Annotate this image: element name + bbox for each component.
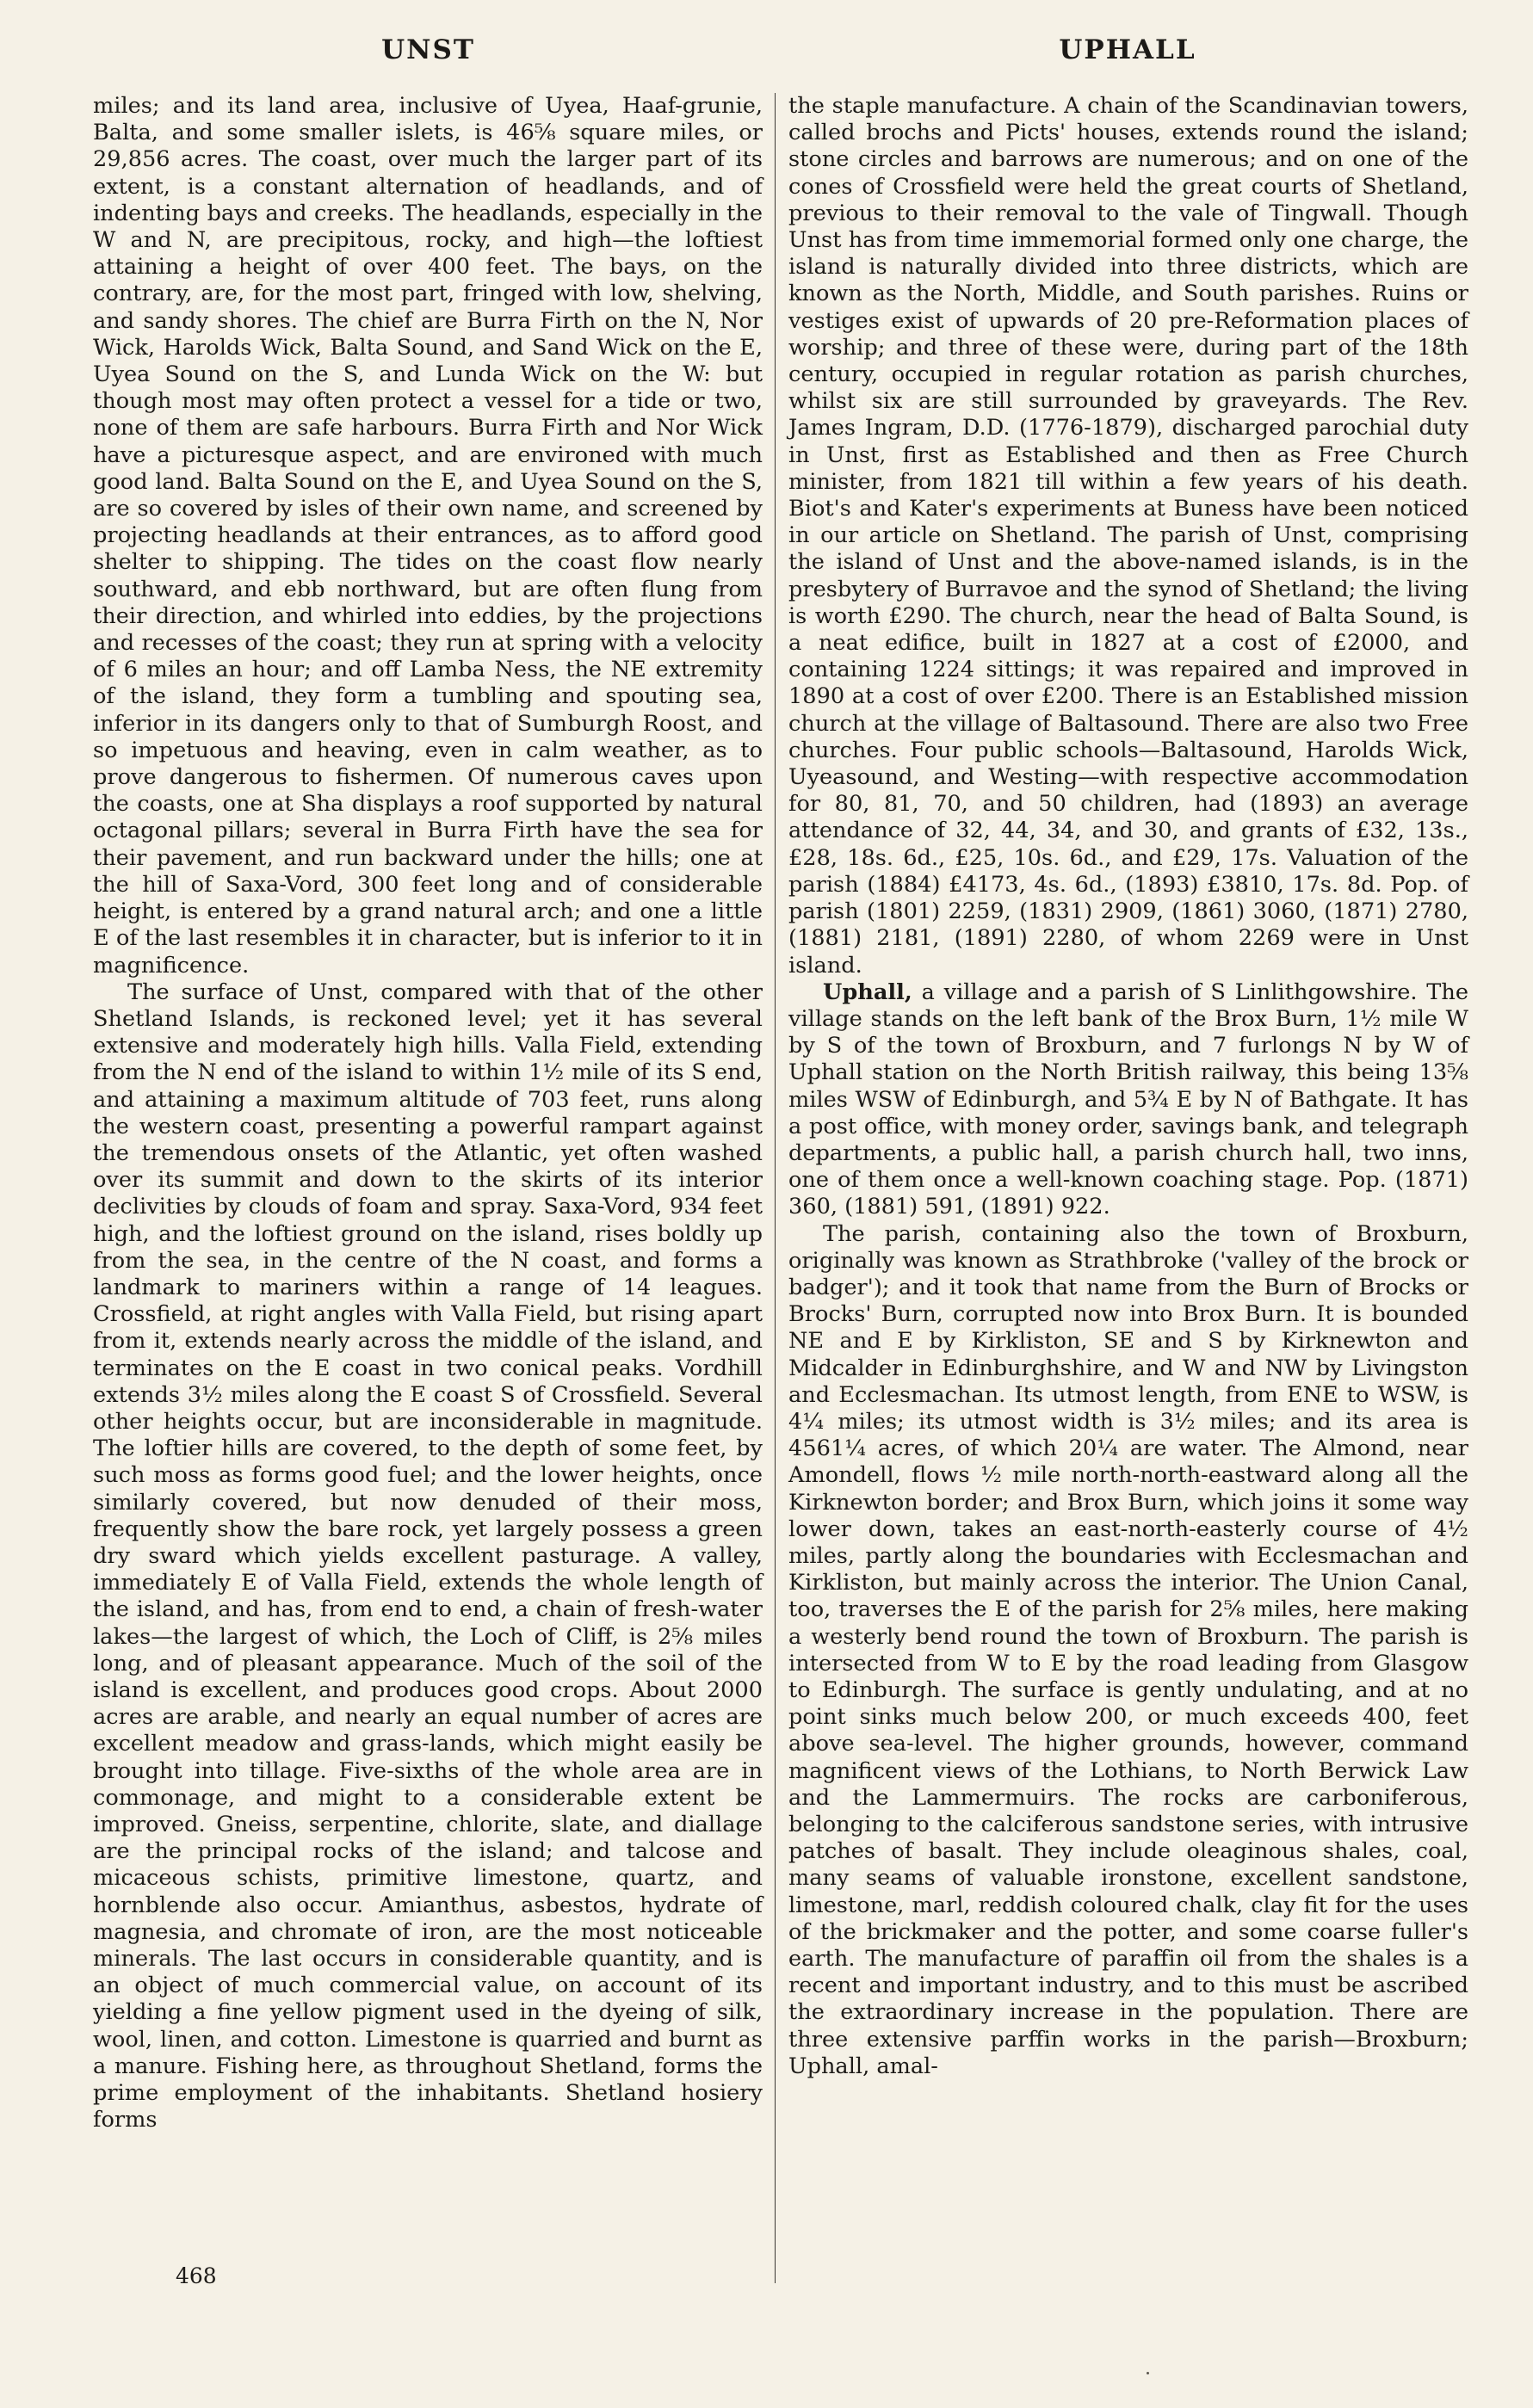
entry-headword: Uphall,	[823, 979, 912, 1005]
paragraph-uphall-parish: The parish, containing also the town of Broxburn, originally was known as Strathbroke ('valley of the brock or badger'); and it took that name from the Burn of Brocks or Brocks' Burn, corrupted now into Brox Burn. It is bounded NE and E by Kirkliston, SE and S by Kirknewton and Midcalder in Edinburghshire, and W and NW by Livingston and Ecclesmachan. Its utmost length, from ENE to WSW, is 4¼ miles; its utmost width is 3½ miles; and its area is 4561¼ acres, of which 20¼ are water. The Almond, near Amondell, flows ½ mile north-north-eastward along all the Kirknewton border; and Brox Burn, which joins it some way lower down, takes an east-north-easterly course of 4½ miles, partly along the boundaries with Ecclesmachan and Kirkliston, but mainly across the interior. The Union Canal, too, traverses the E of the parish for 2⅝ miles, here making a westerly bend round the town of Broxburn. The parish is intersected from W to E by the road leading from Glasgow to Edinburgh. The surface is gently undulating, and at no point sinks much below 200, or much exceeds 400, feet above sea-level. The higher grounds, however, command magnificent views of the Lothians, to North Berwick Law and the Lammermuirs. The rocks are carboniferous, belonging to the calciferous sandstone series, with intrusive patches of basalt. They include oleaginous shales, coal, many seams of valuable ironstone, excellent sandstone, limestone, marl, reddish coloured chalk, clay fit for the uses of the brickmaker and the potter, and some coarse fuller's earth. The manufacture of paraffin oil from the shales is a recent and important industry, and to this must be ascribed the extraordinary increase in the population. There are three extensive parffin works in the parish—Broxburn; Uphall, amal-	[788, 1220, 1468, 2079]
running-head-right: UPHALL	[1059, 34, 1196, 65]
paragraph-unst-surface: The surface of Unst, compared with that of the other Shetland Islands, is reckoned level; yet it has several extensive and moderately high hills. Valla Field, extending from the N end of the island to within 1½ mile of its S end, and attaining a maximum altitude of 703 feet, runs along the western coast, presenting a powerful rampart against the tremendous onsets of the Atlantic, yet often washed over its summit and down to the skirts of its interior declivities by clouds of foam and spray. Saxa-Vord, 934 feet high, and the loftiest ground on the island, rises boldly up from the sea, in the centre of the N coast, and forms a landmark to mariners within a range of 14 leagues. Crossfield, at right angles with Valla Field, but rising apart from it, extends nearly across the middle of the island, and terminates on the E coast in two conical peaks. Vordhill extends 3½ miles along the E coast S of Crossfield. Several other heights occur, but are inconsiderable in magnitude. The loftier hills are covered, to the depth of some feet, by such moss as forms good fuel; and the lower heights, once similarly covered, but now denuded of their moss, frequently show the bare rock, yet largely possess a green dry sward which yields excellent pasturage. A valley, immediately E of Valla Field, extends the whole length of the island, and has, from end to end, a chain of fresh-water lakes—the largest of which, the Loch of Cliff, is 2⅝ miles long, and of pleasant appearance. Much of the soil of the island is excellent, and produces good crops. About 2000 acres are arable, and nearly an equal number of acres are excellent meadow and grass-lands, which might easily be brought into tillage. Five-sixths of the whole area are in commonage, and might to a considerable extent be improved. Gneiss, serpentine, chlorite, slate, and diallage are the principal rocks of the island; and talcose and micaceous schists, primitive limestone, quartz, and hornblende also occur. Amianthus, asbestos, hydrate of magnesia, and chromate of iron, are the most noticeable minerals. The last occurs in considerable quantity, and is an object of much commercial value, on account of its yielding a fine yellow pigment used in the dyeing of silk, wool, linen, and cotton. Limestone is quarried and burnt as a manure. Fishing here, as throughout Shetland, forms the prime employment of the inhabitants. Shetland hosiery forms	[93, 979, 763, 2133]
column-rule	[775, 93, 776, 2283]
paragraph-unst-coast: miles; and its land area, inclusive of Uyea, Haaf-grunie, Balta, and some smaller islets, is 46⅝ square miles, or 29,856 acres. The coast, over much the larger part of its extent, is a constant alternation of headlands, and of indenting bays and creeks. The headlands, especially in the W and N, are precipitous, rocky, and high—the loftiest attaining a height of over 400 feet. The bays, on the contrary, are, for the most part, fringed with low, shelving, and sandy shores. The chief are Burra Firth on the N, Nor Wick, Harolds Wick, Balta Sound, and Sand Wick on the E, Uyea Sound on the S, and Lunda Wick on the W: but though most may often protect a vessel for a tide or two, none of them are safe harbours. Burra Firth and Nor Wick have a picturesque aspect, and are environed with much good land. Balta Sound on the E, and Uyea Sound on the S, are so covered by isles of their own name, and screened by projecting headlands at their entrances, as to afford good shelter to shipping. The tides on the coast flow nearly southward, and ebb northward, but are often flung from their direction, and whirled into eddies, by the projections and recesses of the coast; they run at spring with a velocity of 6 miles an hour; and off Lamba Ness, the NE extremity of the island, they form a tumbling and spouting sea, inferior in its dangers only to that of Sumburgh Roost, and so impetuous and heaving, even in calm weather, as to prove dangerous to fishermen. Of numerous caves upon the coasts, one at Sha displays a roof supported by natural octagonal pillars; several in Burra Firth have the sea for their pavement, and run backward under the hills; one at the hill of Saxa-Vord, 300 feet long and of considerable height, is entered by a grand natural arch; and one a little E of the last resembles it in character, but is inferior to it in magnificence.	[93, 93, 763, 979]
paragraph-uphall-village: a village and a parish of S Linlithgowshire. The village stands on the left bank of the Brox Burn, 1½ mile W by S of the town of Broxburn, and 7 furlongs N by W of Uphall station on the North British railway, this being 13⅝ miles WSW of Edinburgh, and 5¾ E by N of Bathgate. It has a post office, with money order, savings bank, and telegraph departments, a public hall, a parish church hall, two inns, one of them once a well-known coaching stage. Pop. (1871) 360, (1881) 591, (1891) 922.	[788, 979, 1468, 1220]
paragraph-unst-antiquities: the staple manufacture. A chain of the Scandinavian towers, called brochs and Picts' houses, extends round the island; stone circles and barrows are numerous; and on one of the cones of Crossfield were held the great courts of Shetland, previous to their removal to the vale of Tingwall. Though Unst has from time immemorial formed only one charge, the island is naturally divided into three districts, which are known as the North, Middle, and South parishes. Ruins or vestiges exist of upwards of 20 pre-Reformation places of worship; and three of these were, during part of the 18th century, occupied in regular rotation as parish churches, whilst six are still surrounded by graveyards. The Rev. James Ingram, D.D. (1776-1879), discharged parochial duty in Unst, first as Established and then as Free Church minister, from 1821 till within a few years of his death. Biot's and Kater's experiments at Buness have been noticed in our article on Shetland. The parish of Unst, comprising the island of Unst and the above-named islands, is in the presbytery of Burravoe and the synod of Shetland; the living is worth £290. The church, near the head of Balta Sound, is a neat edifice, built in 1827 at a cost of £2000, and containing 1224 sittings; it was repaired and improved in 1890 at a cost of over £200. There is an Established mission church at the village of Baltasound. There are also two Free churches. Four public schools—Baltasound, Harolds Wick, Uyeasound, and Westing—with respective accommodation for 80, 81, 70, and 50 children, had (1893) an average attendance of 32, 44, 34, and 30, and grants of £32, 13s., £28, 18s. 6d., £25, 10s. 6d., and £29, 17s. Valuation of the parish (1884) £4173, 4s. 6d., (1893) £3810, 17s. 8d. Pop. of parish (1801) 2259, (1831) 2909, (1861) 3060, (1871) 2780, (1881) 2181, (1891) 2280, of whom 2269 were in Unst island.	[788, 93, 1468, 979]
left-column	[93, 93, 763, 2133]
page-number: 468	[176, 2263, 217, 2288]
right-column	[788, 93, 1468, 2080]
running-head-left: UNST	[381, 34, 475, 65]
print-speck	[1147, 2372, 1149, 2374]
entry-uphall	[788, 979, 1468, 1221]
